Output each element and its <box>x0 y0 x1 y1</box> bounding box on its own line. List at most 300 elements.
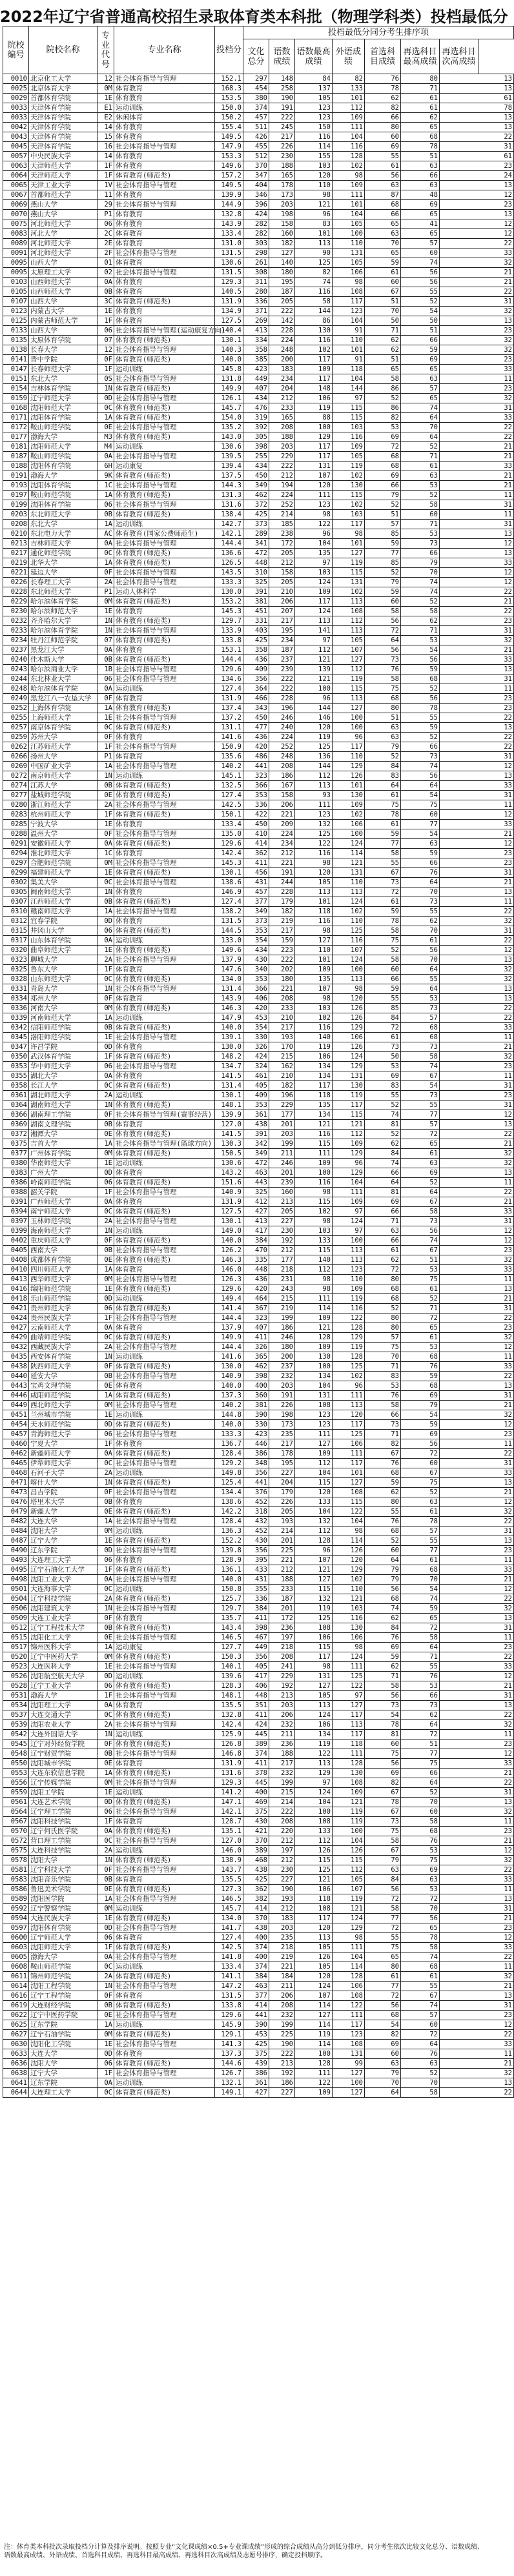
cell-primary: 75 <box>365 684 401 694</box>
cell-chinese: 200 <box>269 355 295 365</box>
header-score: 投档分 <box>215 26 243 74</box>
cell-foreign: 107 <box>333 645 365 655</box>
cell-code: 0622 <box>3 2011 29 2020</box>
cell-score: 127.0 <box>215 1120 243 1130</box>
cell-chinese: 236 <box>269 1623 295 1633</box>
cell-school: 沈阳城市学院 <box>29 1759 98 1769</box>
cell-sec-min: 11 <box>440 1633 514 1643</box>
table-row <box>3 481 514 491</box>
cell-culture: 441 <box>243 2011 269 2020</box>
cell-sec-min: 23 <box>440 1062 514 1071</box>
cell-culture: 411 <box>243 858 269 868</box>
cell-sec-min: 21 <box>440 645 514 655</box>
cell-max1: 132 <box>295 1517 333 1526</box>
cell-school: 华中师范大学 <box>29 1062 98 1071</box>
cell-code: 0067 <box>3 190 29 200</box>
cell-sec-min: 32 <box>440 1720 514 1730</box>
cell-sec-max: 54 <box>401 829 440 839</box>
cell-score: 146.8 <box>215 1749 243 1759</box>
cell-sec-max: 60 <box>401 1807 440 1817</box>
cell-code: 0294 <box>3 849 29 858</box>
cell-code: 0255 <box>3 713 29 723</box>
cell-primary: 85 <box>365 1004 401 1013</box>
cell-school: 云南师范大学 <box>29 1323 98 1333</box>
cell-sec-max: 56 <box>401 1226 440 1236</box>
table-row <box>3 1381 514 1391</box>
table-row <box>3 74 514 84</box>
cell-culture: 420 <box>243 1004 269 1013</box>
cell-major: 社会体育指导与管理 <box>114 762 215 771</box>
cell-culture: 334 <box>243 336 269 345</box>
cell-sec-min: 31 <box>440 520 514 529</box>
cell-sec-max: 72 <box>401 1894 440 1904</box>
cell-foreign: 110 <box>333 336 365 345</box>
cell-chinese: 227 <box>269 2088 295 2098</box>
cell-major-code: 2A <box>98 1091 114 1100</box>
cell-culture: 336 <box>243 297 269 307</box>
cell-primary: 69 <box>365 432 401 442</box>
cell-foreign: 100 <box>333 965 365 975</box>
cell-chinese: 221 <box>269 810 295 820</box>
cell-sec-min: 13 <box>440 210 514 219</box>
cell-primary: 64 <box>365 2088 401 2098</box>
cell-max1: 58 <box>295 297 333 307</box>
table-row <box>3 1846 514 1856</box>
cell-sec-max: 56 <box>401 771 440 781</box>
cell-chinese: 222 <box>269 1807 295 1817</box>
cell-culture: 512 <box>243 152 269 161</box>
cell-sec-max: 65 <box>401 123 440 132</box>
cell-foreign: 104 <box>333 210 365 219</box>
cell-max1: 103 <box>295 161 333 171</box>
cell-max1: 118 <box>295 907 333 917</box>
cell-primary: 59 <box>365 1478 401 1488</box>
cell-max1: 135 <box>295 975 333 984</box>
cell-sec-max: 56 <box>401 278 440 287</box>
cell-sec-max: 78 <box>401 1517 440 1526</box>
cell-primary: 68 <box>365 452 401 461</box>
cell-code: 0443 <box>3 1381 29 1391</box>
cell-school: 喀什大学 <box>29 1478 98 1488</box>
cell-major: 运动训练 <box>114 1091 215 1100</box>
cell-school: 南宁师范大学 <box>29 1207 98 1217</box>
cell-school: 曲阜师范大学 <box>29 946 98 955</box>
cell-code: 0089 <box>3 239 29 248</box>
cell-sec-max: 56 <box>401 1914 440 1923</box>
cell-major: 体育教育(师范类) <box>114 1052 215 1062</box>
cell-score: 131.9 <box>215 694 243 704</box>
cell-foreign: 129 <box>333 762 365 771</box>
cell-foreign: 121 <box>333 1904 365 1914</box>
cell-max1: 134 <box>295 1730 333 1739</box>
cell-code: 0103 <box>3 278 29 287</box>
cell-foreign: 105 <box>333 258 365 268</box>
cell-score: 130.6 <box>215 1159 243 1168</box>
cell-score: 130.1 <box>215 1091 243 1100</box>
cell-sec-min: 22 <box>440 1952 514 1962</box>
cell-culture: 456 <box>243 868 269 878</box>
cell-sec-max: 71 <box>401 1304 440 1313</box>
cell-chinese: 217 <box>269 1439 295 1449</box>
cell-chinese: 232 <box>269 1372 295 1381</box>
cell-code: 0358 <box>3 1081 29 1091</box>
cell-major: 社会体育指导与管理 <box>114 1720 215 1730</box>
cell-score: 141.6 <box>215 1352 243 1362</box>
cell-major: 运动训练 <box>114 1468 215 1478</box>
cell-max1: 98 <box>295 858 333 868</box>
cell-major-code: 1A <box>98 1643 114 1652</box>
cell-max1: 105 <box>295 1962 333 1972</box>
cell-sec-min: 23 <box>440 1546 514 1556</box>
cell-major: 社会体育指导与管理(篮球方向) <box>114 1139 215 1149</box>
table-row <box>3 1430 514 1439</box>
cell-culture: 424 <box>243 1052 269 1062</box>
cell-sec-min: 32 <box>440 1149 514 1159</box>
cell-primary: 87 <box>365 190 401 200</box>
cell-sec-max: 70 <box>401 2078 440 2088</box>
cell-chinese: 173 <box>269 190 295 200</box>
cell-primary: 51 <box>365 713 401 723</box>
table-row <box>3 1933 514 1943</box>
cell-culture: 457 <box>243 113 269 123</box>
cell-max1: 113 <box>295 239 333 248</box>
cell-score: 142.5 <box>215 800 243 810</box>
cell-primary: 78 <box>365 810 401 820</box>
cell-major: 体育教育(师范类) <box>114 549 215 558</box>
cell-primary: 64 <box>365 636 401 645</box>
cell-max1: 134 <box>295 1071 333 1081</box>
cell-chinese: 201 <box>269 1168 295 1178</box>
cell-sec-min: 13 <box>440 1894 514 1904</box>
cell-major-code: 0A <box>98 539 114 549</box>
cell-score: 140.1 <box>215 1662 243 1672</box>
cell-sec-max: 59 <box>401 1604 440 1614</box>
cell-culture: 414 <box>243 2001 269 2011</box>
cell-culture: 353 <box>243 1100 269 1110</box>
cell-primary: 82 <box>365 2030 401 2040</box>
cell-code: 0208 <box>3 520 29 529</box>
cell-major-code: 1E <box>98 607 114 616</box>
cell-sec-min: 21 <box>440 1401 514 1410</box>
cell-foreign: 128 <box>333 1972 365 1982</box>
cell-foreign: 124 <box>333 1052 365 1062</box>
cell-score: 130.1 <box>215 1217 243 1226</box>
cell-major: 体育教育 <box>114 84 215 94</box>
cell-chinese: 212 <box>269 1836 295 1846</box>
cell-culture: 472 <box>243 549 269 558</box>
cell-chinese: 201 <box>269 1604 295 1614</box>
table-row <box>3 1962 514 1972</box>
table-row <box>3 278 514 287</box>
cell-chinese: 178 <box>269 1449 295 1459</box>
cell-foreign: 96 <box>333 1381 365 1391</box>
cell-foreign: 122 <box>333 1313 365 1323</box>
cell-chinese: 228 <box>269 326 295 336</box>
cell-max1: 102 <box>295 345 333 355</box>
cell-primary: 70 <box>365 2078 401 2088</box>
cell-primary: 68 <box>365 1594 401 1604</box>
table-row <box>3 1604 514 1614</box>
cell-max1: 116 <box>295 917 333 926</box>
cell-sec-min: 11 <box>440 1178 514 1188</box>
cell-score: 126.2 <box>215 1246 243 1255</box>
cell-score: 141.2 <box>215 1788 243 1798</box>
cell-code: 0473 <box>3 1488 29 1497</box>
cell-major-code: 0D <box>98 1798 114 1807</box>
cell-chinese: 224 <box>269 733 295 742</box>
cell-sec-min: 33 <box>440 1759 514 1769</box>
cell-score: 143.2 <box>215 1168 243 1178</box>
cell-code: 0616 <box>3 1991 29 2001</box>
cell-chinese: 177 <box>269 1110 295 1120</box>
cell-sec-max: 63 <box>401 1497 440 1507</box>
cell-major-code: 1E <box>98 1033 114 1042</box>
cell-foreign: 113 <box>333 975 365 984</box>
cell-primary: 59 <box>365 539 401 549</box>
cell-primary: 56 <box>365 645 401 655</box>
cell-score: 137.9 <box>215 1323 243 1333</box>
cell-major: 体育教育(师范类) <box>114 1478 215 1488</box>
cell-chinese: 218 <box>269 1643 295 1652</box>
cell-code: 0597 <box>3 1923 29 1933</box>
cell-code: 0252 <box>3 704 29 713</box>
cell-chinese: 193 <box>269 1894 295 1904</box>
table-row <box>3 626 514 636</box>
cell-max1: 120 <box>295 723 333 733</box>
cell-culture: 404 <box>243 181 269 190</box>
table-row <box>3 1807 514 1817</box>
cell-code: 0191 <box>3 471 29 481</box>
cell-score: 136.1 <box>215 1565 243 1575</box>
cell-code: 0397 <box>3 1217 29 1226</box>
cell-max1: 104 <box>295 1381 333 1391</box>
cell-culture: 406 <box>243 1681 269 1691</box>
cell-score: 147.1 <box>215 1798 243 1807</box>
cell-max1: 117 <box>295 1914 333 1923</box>
cell-code: 0095 <box>3 268 29 278</box>
table-row <box>3 578 514 587</box>
cell-sec-min: 31 <box>440 868 514 878</box>
cell-sec-max: 48 <box>401 190 440 200</box>
cell-primary: 82 <box>365 413 401 423</box>
cell-code: 0288 <box>3 829 29 839</box>
cell-school: 广州体育学院 <box>29 1149 98 1159</box>
cell-foreign: 111 <box>333 123 365 132</box>
cell-foreign: 115 <box>333 491 365 500</box>
cell-sec-min: 33 <box>440 781 514 791</box>
cell-major-code: 0M <box>98 1778 114 1788</box>
cell-major: 社会体育指导与管理 <box>114 1604 215 1614</box>
cell-sec-min: 13 <box>440 1381 514 1391</box>
cell-chinese: 212 <box>269 1856 295 1865</box>
cell-major-code: 0D <box>98 1168 114 1178</box>
cell-major-code: 1F <box>98 810 114 820</box>
cell-sec-max: 69 <box>401 1168 440 1178</box>
cell-chinese: 179 <box>269 1488 295 1497</box>
table-row <box>3 994 514 1004</box>
cell-code: 0627 <box>3 2030 29 2040</box>
cell-foreign: 123 <box>333 1265 365 1275</box>
table-row <box>3 1110 514 1120</box>
cell-score: 144.4 <box>215 1343 243 1352</box>
cell-sec-min: 12 <box>440 1749 514 1759</box>
cell-sec-min: 33 <box>440 1362 514 1372</box>
cell-code: 0070 <box>3 210 29 219</box>
cell-score: 129.7 <box>215 1604 243 1614</box>
cell-score: 145.1 <box>215 771 243 781</box>
cell-major-code: 0M <box>98 1149 114 1159</box>
cell-chinese: 173 <box>269 1420 295 1430</box>
footnote: 注：体育类本科批次录取投档分计算及排序说明。按照专业“文化课成绩×0.5+专业课成绩”形成的综合成绩从高分到低分排序，同分考生依次比较文化总分、语数成绩、语数最高成绩、外语成绩、首选科目成绩、再选科目最高成绩、再选科目次高成绩及志愿号排序，确定投档顺序。 <box>4 2544 484 2559</box>
cell-culture: 282 <box>243 229 269 239</box>
table-row <box>3 1130 514 1139</box>
cell-major: 体育教育 <box>114 316 215 326</box>
cell-major-code: 0A <box>98 1701 114 1710</box>
cell-sec-max: 64 <box>401 413 440 423</box>
cell-major-code: 1E <box>98 307 114 316</box>
cell-primary: 66 <box>365 1236 401 1246</box>
table-row <box>3 984 514 994</box>
cell-school: 哈尔滨体育学院 <box>29 684 98 694</box>
cell-primary: 56 <box>365 1885 401 1894</box>
cell-sec-max: 73 <box>401 752 440 762</box>
cell-score: 133.8 <box>215 636 243 645</box>
cell-primary: 56 <box>365 1585 401 1594</box>
cell-score: 135.0 <box>215 829 243 839</box>
cell-max1: 100 <box>295 1362 333 1372</box>
cell-score: 150.0 <box>215 103 243 113</box>
table-row <box>3 771 514 781</box>
cell-max1: 131 <box>295 1672 333 1681</box>
cell-score: 129.3 <box>215 278 243 287</box>
cell-culture: 409 <box>243 665 269 674</box>
cell-major: 体育教育(师范类) <box>114 975 215 984</box>
cell-foreign: 116 <box>333 936 365 946</box>
cell-major-code: 0E <box>98 1633 114 1643</box>
cell-chinese: 222 <box>269 461 295 471</box>
cell-chinese: 192 <box>269 1681 295 1691</box>
cell-max1: 97 <box>295 1778 333 1788</box>
cell-culture: 438 <box>243 1120 269 1130</box>
cell-score: 138.4 <box>215 510 243 520</box>
cell-foreign: 102 <box>333 907 365 917</box>
cell-foreign: 125 <box>333 926 365 936</box>
cell-max1: 102 <box>295 1207 333 1217</box>
cell-sec-max: 61 <box>401 1507 440 1517</box>
cell-school: 天水师范学院 <box>29 1420 98 1430</box>
cell-chinese: 158 <box>269 219 295 229</box>
cell-code: 0280 <box>3 800 29 810</box>
cell-school: 信阳师范学院 <box>29 1023 98 1033</box>
cell-max1: 119 <box>295 733 333 742</box>
table-row <box>3 103 514 113</box>
cell-code: 0283 <box>3 810 29 820</box>
table-row <box>3 248 514 258</box>
cell-sec-max: 69 <box>401 1391 440 1401</box>
cell-sec-min: 11 <box>440 1556 514 1565</box>
cell-sec-max: 68 <box>401 1962 440 1972</box>
cell-major: 体育教育(师范类) <box>114 1914 215 1923</box>
cell-major: 体育教育 <box>114 258 215 268</box>
cell-major-code: 1E <box>98 946 114 955</box>
cell-school: 通化师范学院 <box>29 549 98 558</box>
cell-score: 128.7 <box>215 1817 243 1827</box>
cell-max1: 109 <box>295 1313 333 1323</box>
cell-sec-max: 73 <box>401 897 440 907</box>
cell-score: 133.0 <box>215 936 243 946</box>
table-row <box>3 1633 514 1643</box>
cell-max1: 109 <box>295 1343 333 1352</box>
cell-max1: 109 <box>295 2088 333 2098</box>
cell-sec-max: 75 <box>401 1759 440 1769</box>
cell-major: 运动训练 <box>114 684 215 694</box>
cell-max1: 116 <box>295 1130 333 1139</box>
cell-score: 129.6 <box>215 1284 243 1294</box>
cell-code: 0520 <box>3 1652 29 1662</box>
cell-score: 131.5 <box>215 268 243 278</box>
cell-foreign: 116 <box>333 1614 365 1623</box>
cell-score: 133.3 <box>215 1430 243 1439</box>
cell-score: 141.8 <box>215 1952 243 1962</box>
cell-foreign: 115 <box>333 568 365 578</box>
cell-code: 0504 <box>3 1594 29 1604</box>
cell-score: 130.0 <box>215 587 243 597</box>
cell-major-code: 1E <box>98 1662 114 1672</box>
cell-score: 147.9 <box>215 142 243 152</box>
cell-code: 0405 <box>3 1246 29 1255</box>
cell-sec-max: 55 <box>401 1536 440 1546</box>
cell-max1: 135 <box>295 1100 333 1110</box>
cell-sec-min: 23 <box>440 355 514 365</box>
cell-code: 0193 <box>3 481 29 491</box>
cell-sec-max: 63 <box>401 181 440 190</box>
cell-foreign: 117 <box>333 2020 365 2030</box>
cell-sec-min: 22 <box>440 607 514 616</box>
cell-score: 139.1 <box>215 1033 243 1042</box>
cell-max1: 104 <box>295 1468 333 1478</box>
cell-sec-min: 33 <box>440 1023 514 1033</box>
cell-culture: 280 <box>243 287 269 297</box>
cell-sec-max: 64 <box>401 1188 440 1197</box>
table-row <box>3 210 514 219</box>
cell-max1: 140 <box>295 1033 333 1042</box>
cell-code: 0151 <box>3 374 29 384</box>
cell-code: 0240 <box>3 655 29 665</box>
table-row <box>3 461 514 471</box>
cell-sec-max: 61 <box>401 103 440 113</box>
cell-max1: 112 <box>295 771 333 781</box>
cell-culture: 457 <box>243 887 269 897</box>
cell-foreign: 121 <box>333 1120 365 1130</box>
cell-major: 体育教育(师范类) <box>114 1769 215 1778</box>
cell-primary: 55 <box>365 858 401 868</box>
cell-culture: 462 <box>243 1362 269 1372</box>
cell-culture: 449 <box>243 374 269 384</box>
cell-sec-min: 33 <box>440 1565 514 1575</box>
cell-culture: 486 <box>243 752 269 762</box>
cell-sec-max: 76 <box>401 868 440 878</box>
cell-foreign: 126 <box>333 1013 365 1023</box>
cell-primary: 75 <box>365 1943 401 1952</box>
cell-max1: 83 <box>295 219 333 229</box>
table-row <box>3 500 514 510</box>
cell-culture: 392 <box>243 423 269 432</box>
cell-major-code: 1A <box>98 1391 114 1401</box>
table-row <box>3 181 514 190</box>
cell-primary: 56 <box>365 1759 401 1769</box>
cell-major: 社会体育指导与管理 <box>114 1865 215 1875</box>
cell-max1: 100 <box>295 684 333 694</box>
